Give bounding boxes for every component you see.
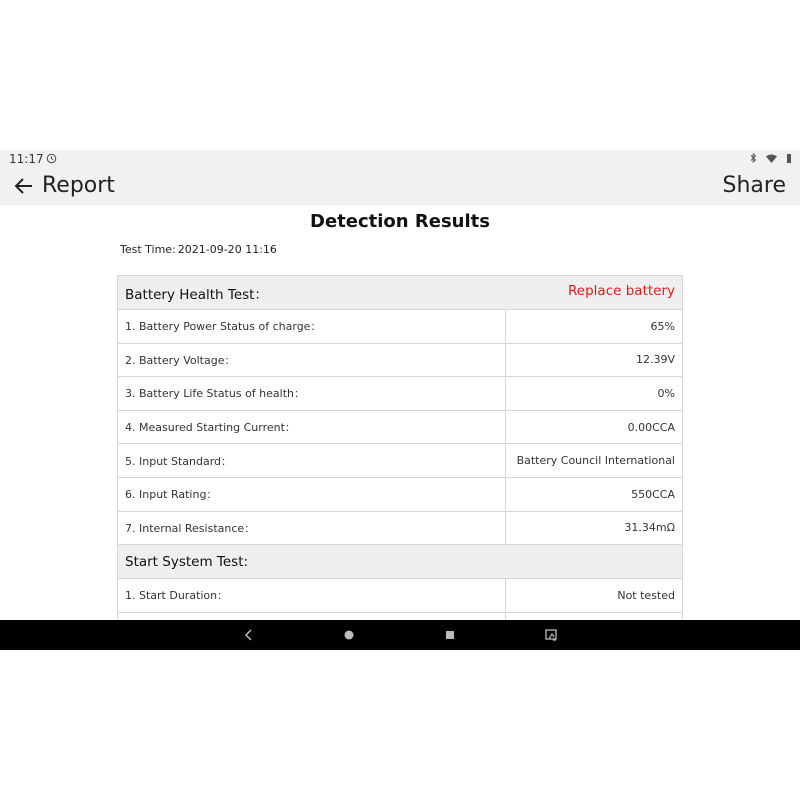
sync-icon <box>46 153 57 164</box>
row-value <box>506 612 683 620</box>
nav-recents-icon[interactable] <box>441 626 459 644</box>
results-table <box>117 275 683 620</box>
status-time: 11:17 <box>9 152 44 166</box>
table-row <box>118 377 683 411</box>
test-time-label: Test Time: <box>120 243 176 256</box>
row-value: 550CCA <box>506 477 683 511</box>
section-status: Replace battery <box>568 282 675 299</box>
test-time-value: 2021-09-20 11:16 <box>177 243 277 256</box>
table-row <box>118 511 683 545</box>
row-value: Not tested <box>506 579 683 613</box>
row-label: 3. Battery Life Status of health： <box>118 377 506 411</box>
row-label: 1. Battery Power Status of charge： <box>118 310 506 344</box>
nav-back-icon[interactable] <box>240 626 258 644</box>
status-bar <box>0 150 800 168</box>
screenshot-icon[interactable] <box>542 626 560 644</box>
section-title: Start System Test: <box>125 553 249 570</box>
row-label: 6. Input Rating： <box>118 477 506 511</box>
table-row <box>118 410 683 444</box>
section-header-start-system <box>118 545 683 579</box>
status-icons <box>750 153 792 163</box>
report-content[interactable] <box>0 205 800 620</box>
table-row <box>118 310 683 344</box>
table-row <box>118 612 683 620</box>
test-time <box>120 243 277 256</box>
row-label: 1. Start Duration： <box>118 579 506 613</box>
row-value: 12.39V <box>506 343 683 377</box>
device-screen <box>0 150 800 650</box>
battery-icon <box>786 153 792 163</box>
navigation-bar <box>0 620 800 650</box>
table-row <box>118 579 683 613</box>
table-row <box>118 477 683 511</box>
row-value: 0.00CCA <box>506 410 683 444</box>
table-row <box>118 343 683 377</box>
row-value: 31.34mΩ <box>506 511 683 545</box>
row-label: 5. Input Standard： <box>118 444 506 478</box>
bluetooth-icon <box>750 153 757 163</box>
row-label: 7. Internal Resistance： <box>118 511 506 545</box>
row-value: Battery Council International <box>506 444 683 478</box>
wifi-icon <box>766 154 777 163</box>
arrow-left-icon[interactable] <box>12 174 36 198</box>
report-title: Detection Results <box>310 211 490 232</box>
row-value: 65% <box>506 310 683 344</box>
table-row <box>118 444 683 478</box>
section-header-battery-health <box>118 276 683 310</box>
row-value: 0% <box>506 377 683 411</box>
row-label <box>118 612 506 620</box>
page-title: Report <box>42 173 115 198</box>
app-bar <box>0 168 800 205</box>
row-label: 2. Battery Voltage： <box>118 343 506 377</box>
row-label: 4. Measured Starting Current： <box>118 410 506 444</box>
share-button[interactable]: Share <box>722 173 786 198</box>
nav-home-icon[interactable] <box>340 626 358 644</box>
section-title: Battery Health Test： <box>125 286 268 303</box>
